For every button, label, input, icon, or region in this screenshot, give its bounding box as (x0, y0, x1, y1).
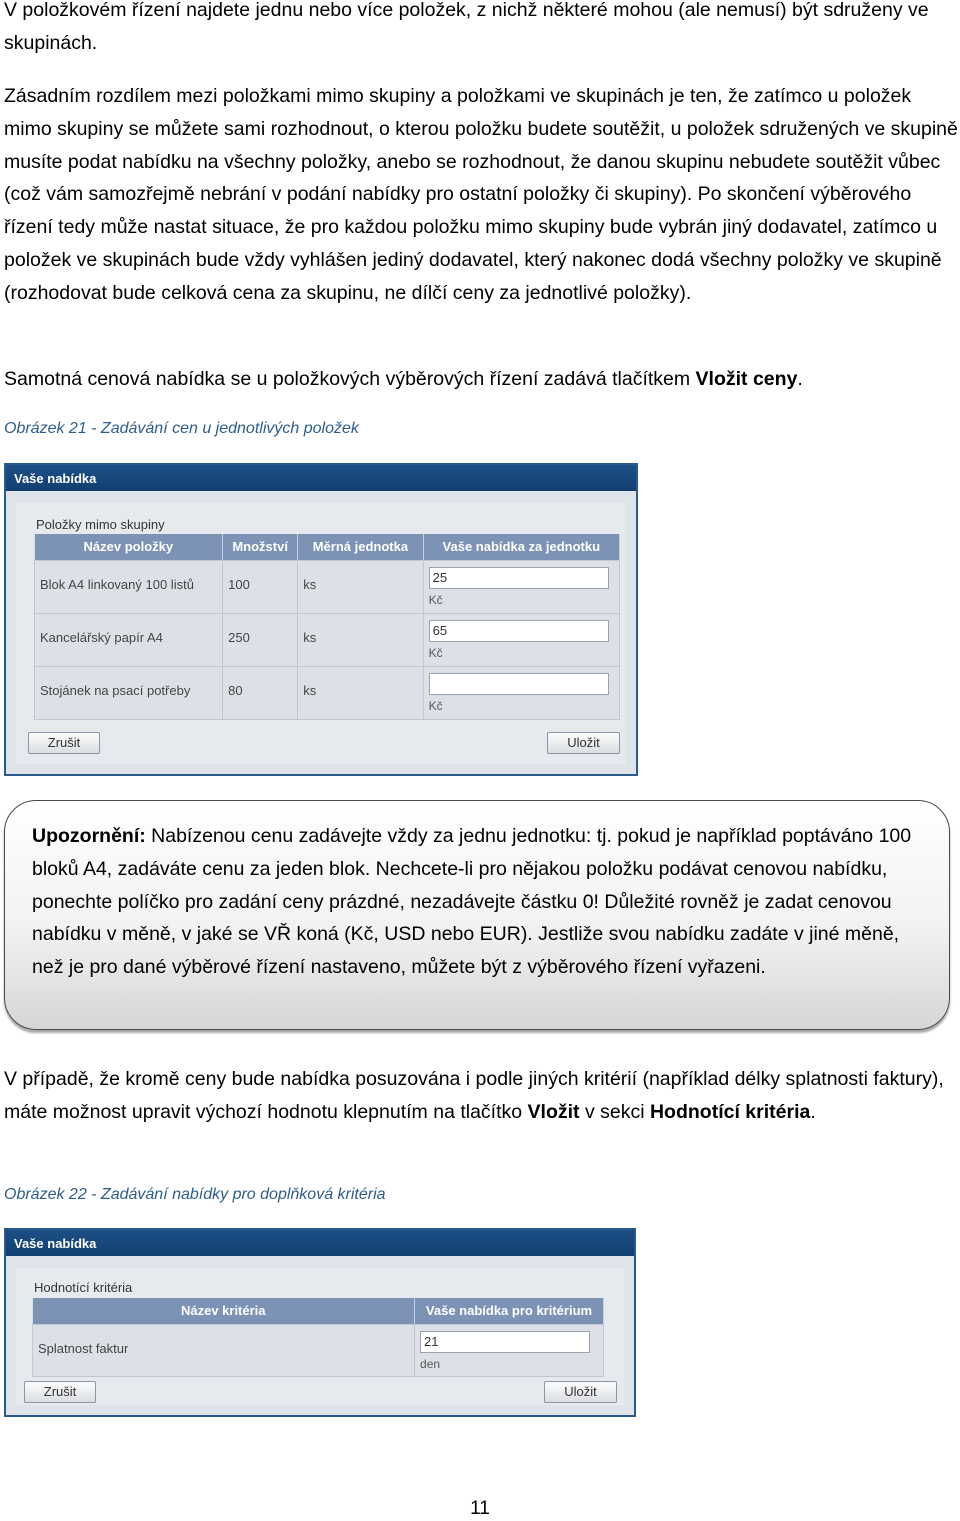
criteria-table (32, 1298, 604, 1377)
table-row (33, 1324, 604, 1376)
notice-label: Upozornění: (32, 825, 146, 847)
column-header: Množství (223, 534, 298, 560)
criteria-paragraph: V případě, že kromě ceny bude nabídka posuzována i podle jiných kritérií (například délky splatnosti faktury), máte možnost upravit výchozí hodnotu klepnutím na tlačítko Vložit v sekci Hodnotící kritéria. (4, 1068, 944, 1123)
section-title: Položky mimo skupiny (36, 517, 165, 532)
table-row (35, 560, 620, 613)
item-quantity: 100 (223, 560, 298, 613)
table-row (35, 613, 620, 666)
warning-notice (4, 800, 950, 1030)
price-input[interactable]: 65 (429, 620, 609, 642)
dialog-body (16, 1268, 624, 1405)
save-button[interactable]: Uložit (547, 732, 620, 754)
figure-22-caption: Obrázek 22 - Zadávání nabídky pro doplňková kritéria (4, 1186, 386, 1203)
intro-paragraph: V položkovém řízení najdete jednu nebo více položek, z nichž některé mohou (ale nemusí) být sdruženy ve skupinách. (4, 0, 929, 54)
currency-label: Kč (428, 645, 443, 660)
criterion-unit: den (420, 1356, 441, 1371)
item-name: Stojánek na psací potřeby (35, 666, 223, 719)
figure-21-screenshot (4, 463, 638, 776)
price-input[interactable]: 25 (429, 567, 609, 589)
items-table (34, 534, 620, 720)
item-unit: ks (298, 560, 423, 613)
dialog-body (16, 503, 626, 764)
figure-21-caption: Obrázek 21 - Zadávání cen u jednotlivých položek (4, 420, 359, 437)
column-header: Vaše nabídka pro kritérium (415, 1298, 604, 1324)
cancel-button[interactable]: Zrušit (24, 1381, 96, 1403)
column-header: Název položky (35, 534, 223, 560)
page-number: 11 (470, 1498, 490, 1519)
notice-text: Nabízenou cenu zadávejte vždy za jednu jednotku: tj. pokud je například poptáváno 100 bloků A4, zadáváte cenu za jeden blok. Nechcete-li pro nějakou položku podávat cenovou nabídku, ponechte políčko pro zadání ceny prázdné, nezadávejte částku 0! Důležité rovněž je zadat cenovou nabídku v měně, v jaké se VŘ koná (Kč, USD nebo EUR). Jestliže svou nabídku zadáte v jiné měně, než je pro dané výběrové řízení nastaveno, můžete být z výběrového řízení vyřazeni. (32, 825, 912, 979)
currency-label: Kč (428, 698, 443, 713)
price-entry-paragraph: Samotná cenová nabídka se u položkových výběrových řízení zadává tlačítkem Vložit ceny. (4, 368, 803, 390)
save-button[interactable]: Uložit (544, 1381, 617, 1403)
column-header: Vaše nabídka za jednotku (423, 534, 619, 560)
cancel-button[interactable]: Zrušit (28, 732, 100, 754)
currency-label: Kč (428, 592, 443, 607)
figure-22-screenshot (4, 1228, 636, 1417)
item-quantity: 80 (223, 666, 298, 719)
table-header-row (33, 1298, 604, 1324)
window-title: Vaše nabídka (6, 465, 636, 491)
item-name: Blok A4 linkovaný 100 listů (35, 560, 223, 613)
price-input[interactable] (429, 673, 609, 695)
item-quantity: 250 (223, 613, 298, 666)
column-header: Měrná jednotka (298, 534, 423, 560)
column-header: Název kritéria (33, 1298, 415, 1324)
item-unit: ks (298, 666, 423, 719)
window-title: Vaše nabídka (6, 1230, 634, 1256)
difference-paragraph: Zásadním rozdílem mezi položkami mimo skupiny a položkami ve skupinách je ten, že zatímco u položek mimo skupiny se můžete sami rozhodnout, o kterou položku budete soutěžit, u položek sdružených ve skupině musíte podat nabídku na všechny položky, anebo se rozhodnout, že danou skupinu nebudete soutěžit vůbec (což vám samozřejmě nebrání v podání nabídky pro ostatní položky či skupiny). Po skončení výběrového řízení tedy může nastat situace, že pro každou položku mimo skupiny bude vybrán jiný dodavatel, zatímco u položek ve skupinách bude vždy vyhlášen jediný dodavatel, který nakonec dodá všechny položky ve skupině (rozhodovat bude celková cena za skupinu, ne dílčí ceny za jednotlivé položky). (4, 85, 958, 304)
item-name: Kancelářský papír A4 (35, 613, 223, 666)
section-title: Hodnotící kritéria (34, 1280, 133, 1295)
criterion-input[interactable]: 21 (420, 1331, 590, 1353)
item-unit: ks (298, 613, 423, 666)
criterion-name: Splatnost faktur (33, 1324, 415, 1376)
table-row (35, 666, 620, 719)
table-header-row (35, 534, 620, 560)
